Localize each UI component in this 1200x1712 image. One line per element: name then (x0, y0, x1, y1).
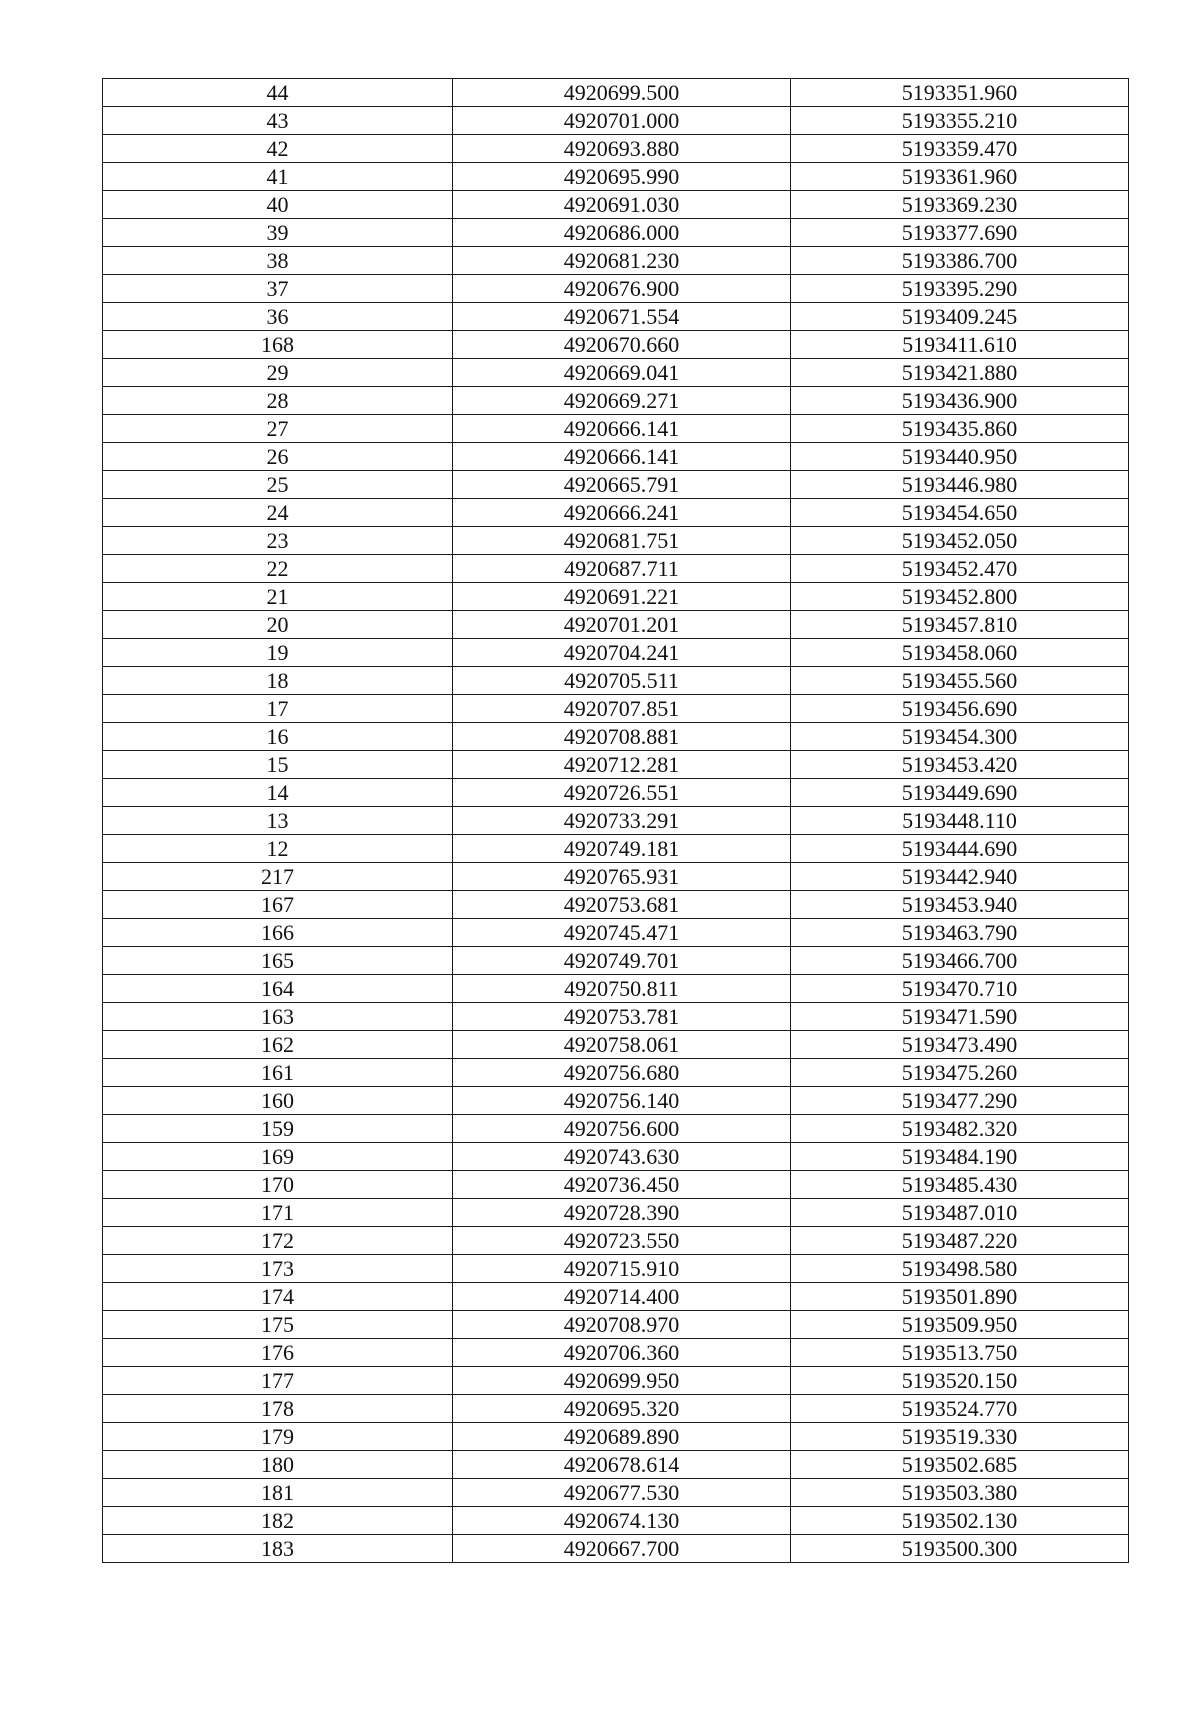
table-row (103, 583, 1129, 611)
x-coordinate-cell: 4920693.880 (453, 135, 791, 163)
x-coordinate-cell: 4920708.970 (453, 1311, 791, 1339)
table-row (103, 975, 1129, 1003)
x-coordinate-cell: 4920681.751 (453, 527, 791, 555)
x-coordinate-cell: 4920758.061 (453, 1031, 791, 1059)
x-coordinate-cell: 4920695.320 (453, 1395, 791, 1423)
table-row (103, 779, 1129, 807)
point-number-cell: 162 (103, 1031, 453, 1059)
table-row (103, 1507, 1129, 1535)
y-coordinate-cell: 5193482.320 (791, 1115, 1129, 1143)
point-number-cell: 26 (103, 443, 453, 471)
y-coordinate-cell: 5193395.290 (791, 275, 1129, 303)
table-row (103, 863, 1129, 891)
point-number-cell: 174 (103, 1283, 453, 1311)
table-row (103, 555, 1129, 583)
y-coordinate-cell: 5193449.690 (791, 779, 1129, 807)
x-coordinate-cell: 4920691.221 (453, 583, 791, 611)
y-coordinate-cell: 5193524.770 (791, 1395, 1129, 1423)
y-coordinate-cell: 5193470.710 (791, 975, 1129, 1003)
point-number-cell: 168 (103, 331, 453, 359)
point-number-cell: 217 (103, 863, 453, 891)
y-coordinate-cell: 5193440.950 (791, 443, 1129, 471)
table-row (103, 1283, 1129, 1311)
table-row (103, 1367, 1129, 1395)
y-coordinate-cell: 5193454.650 (791, 499, 1129, 527)
y-coordinate-cell: 5193471.590 (791, 1003, 1129, 1031)
point-number-cell: 28 (103, 387, 453, 415)
x-coordinate-cell: 4920667.700 (453, 1535, 791, 1563)
x-coordinate-cell: 4920723.550 (453, 1227, 791, 1255)
y-coordinate-cell: 5193452.050 (791, 527, 1129, 555)
point-number-cell: 42 (103, 135, 453, 163)
y-coordinate-cell: 5193361.960 (791, 163, 1129, 191)
y-coordinate-cell: 5193502.685 (791, 1451, 1129, 1479)
coordinates-table-body (103, 79, 1129, 1563)
y-coordinate-cell: 5193500.300 (791, 1535, 1129, 1563)
x-coordinate-cell: 4920681.230 (453, 247, 791, 275)
point-number-cell: 165 (103, 947, 453, 975)
y-coordinate-cell: 5193458.060 (791, 639, 1129, 667)
x-coordinate-cell: 4920714.400 (453, 1283, 791, 1311)
table-row (103, 695, 1129, 723)
table-row (103, 1031, 1129, 1059)
point-number-cell: 178 (103, 1395, 453, 1423)
point-number-cell: 172 (103, 1227, 453, 1255)
x-coordinate-cell: 4920743.630 (453, 1143, 791, 1171)
table-row (103, 1199, 1129, 1227)
table-row (103, 1143, 1129, 1171)
table-row (103, 359, 1129, 387)
x-coordinate-cell: 4920674.130 (453, 1507, 791, 1535)
y-coordinate-cell: 5193455.560 (791, 667, 1129, 695)
y-coordinate-cell: 5193502.130 (791, 1507, 1129, 1535)
x-coordinate-cell: 4920665.791 (453, 471, 791, 499)
point-number-cell: 43 (103, 107, 453, 135)
y-coordinate-cell: 5193473.490 (791, 1031, 1129, 1059)
x-coordinate-cell: 4920689.890 (453, 1423, 791, 1451)
x-coordinate-cell: 4920728.390 (453, 1199, 791, 1227)
table-row (103, 723, 1129, 751)
point-number-cell: 41 (103, 163, 453, 191)
point-number-cell: 163 (103, 1003, 453, 1031)
y-coordinate-cell: 5193487.220 (791, 1227, 1129, 1255)
table-row (103, 163, 1129, 191)
point-number-cell: 179 (103, 1423, 453, 1451)
point-number-cell: 13 (103, 807, 453, 835)
point-number-cell: 18 (103, 667, 453, 695)
table-row (103, 639, 1129, 667)
y-coordinate-cell: 5193484.190 (791, 1143, 1129, 1171)
point-number-cell: 177 (103, 1367, 453, 1395)
y-coordinate-cell: 5193520.150 (791, 1367, 1129, 1395)
x-coordinate-cell: 4920756.600 (453, 1115, 791, 1143)
y-coordinate-cell: 5193487.010 (791, 1199, 1129, 1227)
point-number-cell: 44 (103, 79, 453, 107)
point-number-cell: 164 (103, 975, 453, 1003)
point-number-cell: 176 (103, 1339, 453, 1367)
y-coordinate-cell: 5193452.470 (791, 555, 1129, 583)
table-row (103, 275, 1129, 303)
x-coordinate-cell: 4920678.614 (453, 1451, 791, 1479)
y-coordinate-cell: 5193359.470 (791, 135, 1129, 163)
point-number-cell: 22 (103, 555, 453, 583)
x-coordinate-cell: 4920756.680 (453, 1059, 791, 1087)
x-coordinate-cell: 4920749.181 (453, 835, 791, 863)
table-row (103, 1003, 1129, 1031)
table-row (103, 247, 1129, 275)
y-coordinate-cell: 5193386.700 (791, 247, 1129, 275)
y-coordinate-cell: 5193355.210 (791, 107, 1129, 135)
point-number-cell: 169 (103, 1143, 453, 1171)
x-coordinate-cell: 4920669.271 (453, 387, 791, 415)
table-row (103, 443, 1129, 471)
y-coordinate-cell: 5193509.950 (791, 1311, 1129, 1339)
table-row (103, 807, 1129, 835)
point-number-cell: 23 (103, 527, 453, 555)
x-coordinate-cell: 4920708.881 (453, 723, 791, 751)
table-row (103, 919, 1129, 947)
table-row (103, 751, 1129, 779)
y-coordinate-cell: 5193351.960 (791, 79, 1129, 107)
point-number-cell: 21 (103, 583, 453, 611)
point-number-cell: 17 (103, 695, 453, 723)
table-row (103, 191, 1129, 219)
y-coordinate-cell: 5193498.580 (791, 1255, 1129, 1283)
point-number-cell: 183 (103, 1535, 453, 1563)
x-coordinate-cell: 4920701.000 (453, 107, 791, 135)
point-number-cell: 182 (103, 1507, 453, 1535)
point-number-cell: 19 (103, 639, 453, 667)
x-coordinate-cell: 4920749.701 (453, 947, 791, 975)
x-coordinate-cell: 4920695.990 (453, 163, 791, 191)
table-row (103, 1423, 1129, 1451)
x-coordinate-cell: 4920669.041 (453, 359, 791, 387)
x-coordinate-cell: 4920707.851 (453, 695, 791, 723)
table-row (103, 611, 1129, 639)
coordinates-table (102, 78, 1129, 1563)
table-row (103, 415, 1129, 443)
y-coordinate-cell: 5193421.880 (791, 359, 1129, 387)
table-row (103, 79, 1129, 107)
y-coordinate-cell: 5193453.420 (791, 751, 1129, 779)
point-number-cell: 170 (103, 1171, 453, 1199)
x-coordinate-cell: 4920687.711 (453, 555, 791, 583)
y-coordinate-cell: 5193452.800 (791, 583, 1129, 611)
y-coordinate-cell: 5193454.300 (791, 723, 1129, 751)
x-coordinate-cell: 4920745.471 (453, 919, 791, 947)
y-coordinate-cell: 5193369.230 (791, 191, 1129, 219)
table-row (103, 527, 1129, 555)
point-number-cell: 16 (103, 723, 453, 751)
table-row (103, 387, 1129, 415)
table-row (103, 135, 1129, 163)
x-coordinate-cell: 4920765.931 (453, 863, 791, 891)
y-coordinate-cell: 5193513.750 (791, 1339, 1129, 1367)
point-number-cell: 20 (103, 611, 453, 639)
x-coordinate-cell: 4920699.500 (453, 79, 791, 107)
point-number-cell: 39 (103, 219, 453, 247)
point-number-cell: 160 (103, 1087, 453, 1115)
y-coordinate-cell: 5193448.110 (791, 807, 1129, 835)
y-coordinate-cell: 5193409.245 (791, 303, 1129, 331)
y-coordinate-cell: 5193411.610 (791, 331, 1129, 359)
table-row (103, 1451, 1129, 1479)
point-number-cell: 12 (103, 835, 453, 863)
point-number-cell: 15 (103, 751, 453, 779)
x-coordinate-cell: 4920677.530 (453, 1479, 791, 1507)
x-coordinate-cell: 4920671.554 (453, 303, 791, 331)
point-number-cell: 24 (103, 499, 453, 527)
y-coordinate-cell: 5193501.890 (791, 1283, 1129, 1311)
x-coordinate-cell: 4920736.450 (453, 1171, 791, 1199)
table-row (103, 947, 1129, 975)
y-coordinate-cell: 5193435.860 (791, 415, 1129, 443)
x-coordinate-cell: 4920699.950 (453, 1367, 791, 1395)
x-coordinate-cell: 4920691.030 (453, 191, 791, 219)
table-row (103, 1255, 1129, 1283)
table-row (103, 107, 1129, 135)
y-coordinate-cell: 5193463.790 (791, 919, 1129, 947)
x-coordinate-cell: 4920670.660 (453, 331, 791, 359)
table-row (103, 1171, 1129, 1199)
table-row (103, 1087, 1129, 1115)
table-row (103, 835, 1129, 863)
point-number-cell: 171 (103, 1199, 453, 1227)
table-row (103, 1479, 1129, 1507)
point-number-cell: 14 (103, 779, 453, 807)
y-coordinate-cell: 5193436.900 (791, 387, 1129, 415)
y-coordinate-cell: 5193453.940 (791, 891, 1129, 919)
y-coordinate-cell: 5193485.430 (791, 1171, 1129, 1199)
table-row (103, 471, 1129, 499)
table-row (103, 1311, 1129, 1339)
x-coordinate-cell: 4920712.281 (453, 751, 791, 779)
point-number-cell: 166 (103, 919, 453, 947)
point-number-cell: 180 (103, 1451, 453, 1479)
point-number-cell: 25 (103, 471, 453, 499)
x-coordinate-cell: 4920666.141 (453, 415, 791, 443)
y-coordinate-cell: 5193377.690 (791, 219, 1129, 247)
y-coordinate-cell: 5193457.810 (791, 611, 1129, 639)
x-coordinate-cell: 4920705.511 (453, 667, 791, 695)
x-coordinate-cell: 4920715.910 (453, 1255, 791, 1283)
x-coordinate-cell: 4920666.241 (453, 499, 791, 527)
x-coordinate-cell: 4920756.140 (453, 1087, 791, 1115)
point-number-cell: 175 (103, 1311, 453, 1339)
y-coordinate-cell: 5193444.690 (791, 835, 1129, 863)
x-coordinate-cell: 4920753.781 (453, 1003, 791, 1031)
point-number-cell: 167 (103, 891, 453, 919)
y-coordinate-cell: 5193466.700 (791, 947, 1129, 975)
table-row (103, 303, 1129, 331)
table-row (103, 1227, 1129, 1255)
point-number-cell: 161 (103, 1059, 453, 1087)
table-row (103, 891, 1129, 919)
x-coordinate-cell: 4920753.681 (453, 891, 791, 919)
y-coordinate-cell: 5193477.290 (791, 1087, 1129, 1115)
point-number-cell: 37 (103, 275, 453, 303)
y-coordinate-cell: 5193475.260 (791, 1059, 1129, 1087)
x-coordinate-cell: 4920733.291 (453, 807, 791, 835)
table-row (103, 499, 1129, 527)
point-number-cell: 36 (103, 303, 453, 331)
y-coordinate-cell: 5193519.330 (791, 1423, 1129, 1451)
x-coordinate-cell: 4920701.201 (453, 611, 791, 639)
x-coordinate-cell: 4920666.141 (453, 443, 791, 471)
point-number-cell: 27 (103, 415, 453, 443)
x-coordinate-cell: 4920676.900 (453, 275, 791, 303)
y-coordinate-cell: 5193456.690 (791, 695, 1129, 723)
point-number-cell: 173 (103, 1255, 453, 1283)
table-row (103, 219, 1129, 247)
point-number-cell: 159 (103, 1115, 453, 1143)
x-coordinate-cell: 4920750.811 (453, 975, 791, 1003)
table-row (103, 1339, 1129, 1367)
table-row (103, 1395, 1129, 1423)
y-coordinate-cell: 5193442.940 (791, 863, 1129, 891)
table-row (103, 667, 1129, 695)
y-coordinate-cell: 5193446.980 (791, 471, 1129, 499)
table-row (103, 331, 1129, 359)
x-coordinate-cell: 4920704.241 (453, 639, 791, 667)
table-row (103, 1115, 1129, 1143)
x-coordinate-cell: 4920726.551 (453, 779, 791, 807)
table-row (103, 1535, 1129, 1563)
point-number-cell: 29 (103, 359, 453, 387)
table-row (103, 1059, 1129, 1087)
point-number-cell: 40 (103, 191, 453, 219)
y-coordinate-cell: 5193503.380 (791, 1479, 1129, 1507)
point-number-cell: 38 (103, 247, 453, 275)
x-coordinate-cell: 4920686.000 (453, 219, 791, 247)
x-coordinate-cell: 4920706.360 (453, 1339, 791, 1367)
point-number-cell: 181 (103, 1479, 453, 1507)
